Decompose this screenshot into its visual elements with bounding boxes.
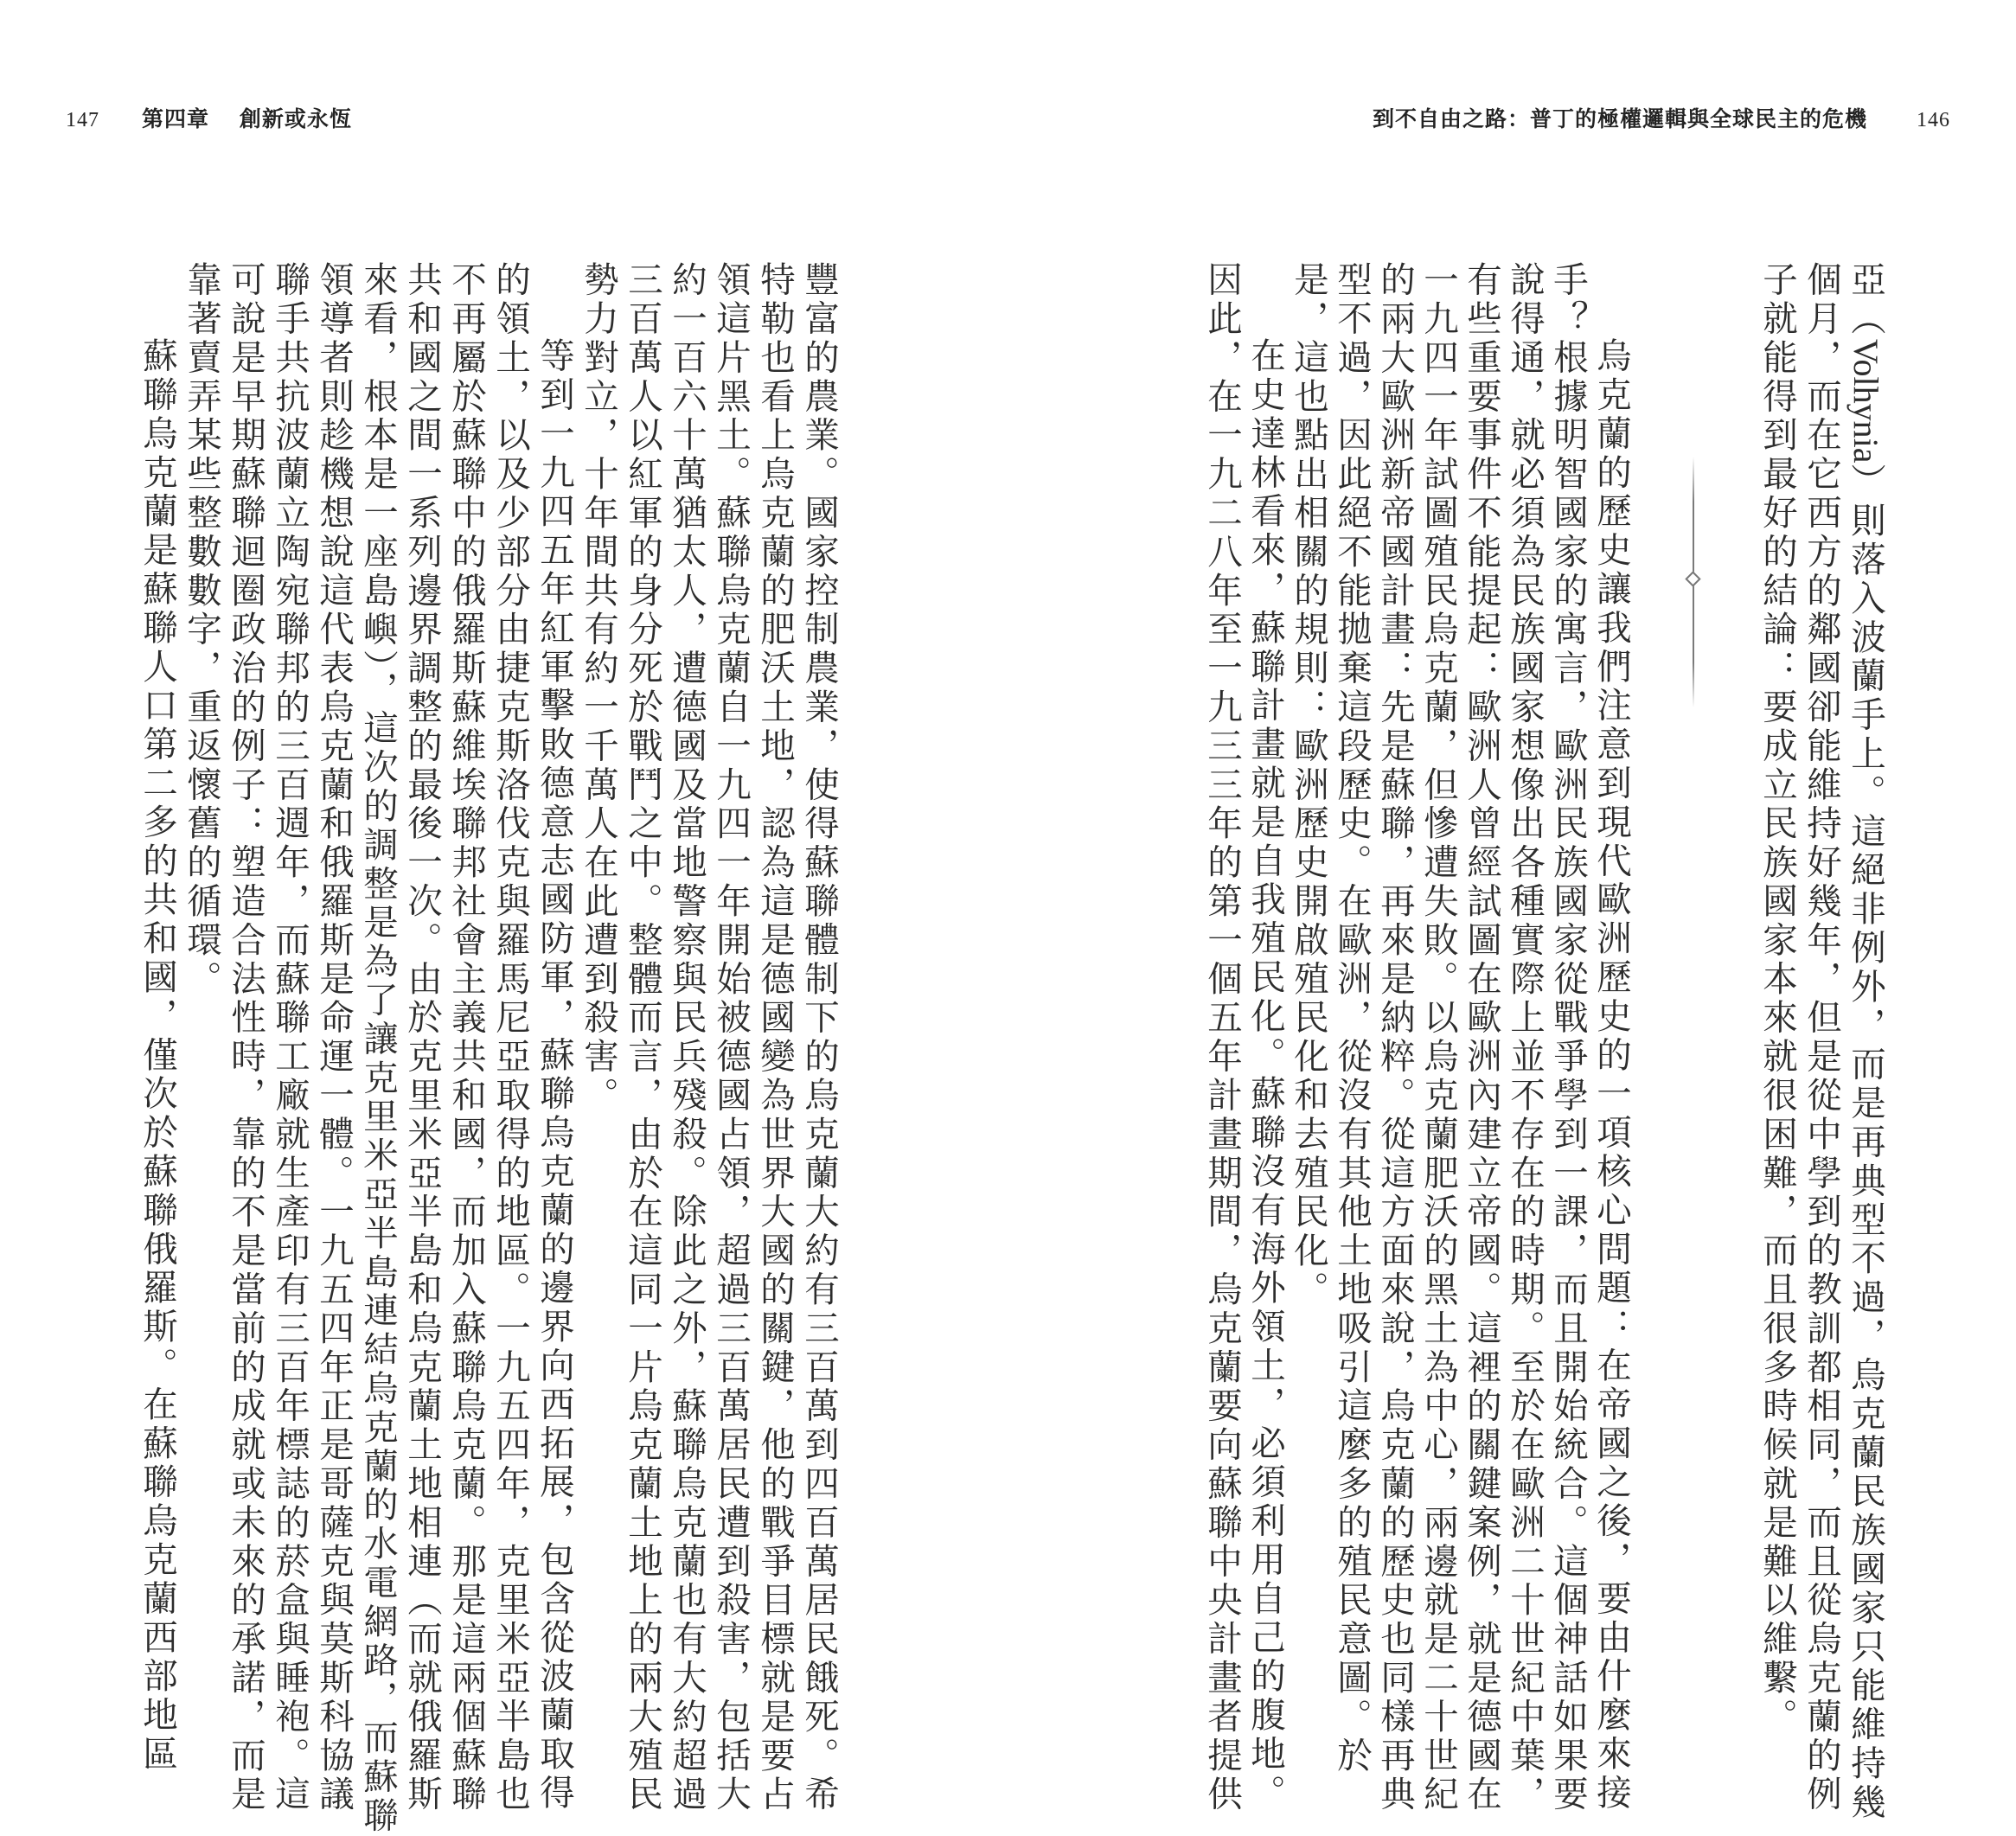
right-page-number: 146: [1917, 109, 1950, 131]
text-column: 說得通，就必須為民族國家想像出各種實際上並不存在的時期。至於在歐洲二十世紀中葉，: [1504, 261, 1546, 1814]
latin-term: Volhynia: [1846, 338, 1885, 464]
text-column: 等到一九四五年紅軍擊敗德意志國防軍，蘇聯烏克蘭的邊界向西拓展，包含從波蘭取得: [534, 337, 575, 1814]
text-column: 領這片黑土。蘇聯烏克蘭自一九四一年開始被德國占領，超過三百萬居民遭到殺害，包括大: [710, 261, 752, 1814]
text-column: 在史達林看來，蘇聯計畫就是自我殖民化。蘇聯沒有海外領土，必須利用自己的腹地。: [1245, 337, 1286, 1814]
text-column: 一九四一年試圖殖民烏克蘭，但慘遭失敗。以烏克蘭肥沃的黑土為中心，兩邊就是二十世紀: [1418, 261, 1459, 1814]
text-column: 是，這也點出相關的規則：歐洲歷史開啟殖民化和去殖民化。: [1288, 261, 1329, 1310]
right-running-head: [1373, 102, 1950, 133]
text-column: [1846, 261, 1885, 1822]
text-column: 有些重要事件不能提起：歐洲人曾經試圖在歐洲內建立帝國。這裡的關鍵案例，就是德國在: [1461, 261, 1502, 1814]
left-page-number: 147: [66, 109, 99, 131]
left-running-head: [66, 102, 352, 133]
text-column: 來看，根本是一座島嶼），這次的調整是為了讓克里米亞半島連結烏克蘭的水電網路，而蘇聯: [357, 261, 399, 1836]
text-column: 個月，而在它西方的鄰國卻能維持好幾年，但是從中學到的教訓都相同，而且從烏克蘭的例: [1801, 261, 1842, 1814]
text-fragment: 亞（: [1845, 261, 1886, 339]
chapter-title: 創新或永恆: [239, 106, 352, 131]
book-title: 到不自由之路：普丁的極權邏輯與全球民主的危機: [1373, 106, 1868, 131]
text-column: 領導者則趁機想說這代表烏克蘭和俄羅斯是命運一體。一九五四年正是哥薩克與莫斯科協議: [313, 261, 355, 1814]
text-fragment: ）則落入波蘭手上。這絕非例外，而是再典型不過，烏克蘭民族國家只能維持幾: [1845, 463, 1886, 1823]
text-column: 三百萬人以紅軍的身分死於戰鬥之中。整體而言，由於在這同一片烏克蘭土地上的兩大殖民: [622, 261, 663, 1814]
text-column: 蘇聯烏克蘭是蘇聯人口第二多的共和國，僅次於蘇聯俄羅斯。在蘇聯烏克蘭西部地區: [137, 337, 178, 1775]
text-column: 勢力對立，十年間共有約一千萬人在此遭到殺害。: [578, 261, 619, 1116]
text-column: 特勒也看上烏克蘭的肥沃土地，認為這是德國變為世界大國的關鍵，他的戰爭目標就是要占: [754, 261, 796, 1814]
text-column: 的領土，以及少部分由捷克斯洛伐克與羅馬尼亞取得的地區。一九五四年，克里米亞半島也: [490, 261, 531, 1814]
text-column: 手？根據明智國家的寓言，歐洲民族國家從戰爭學到一課，而且開始統合。這個神話如果要: [1547, 261, 1589, 1814]
chapter-label: 第四章: [141, 106, 209, 131]
text-column: 子就能得到最好的結論：要成立民族國家本來就很困難，而且很多時候就是難以維繫。: [1757, 261, 1798, 1737]
text-column: 豐富的農業。國家控制農業，使得蘇聯體制下的烏克蘭大約有三百萬到四百萬居民餓死。希: [798, 261, 840, 1814]
diamond-ornament-icon: [1685, 571, 1700, 586]
text-column: 烏克蘭的歷史讓我們注意到現代歐洲歷史的一項核心問題：在帝國之後，要由什麼來接: [1590, 337, 1632, 1814]
text-column: 約一百六十萬猶太人，遭德國及當地警察與民兵殘殺。除此之外，蘇聯烏克蘭也有大約超過: [666, 261, 707, 1814]
text-column: 的兩大歐洲新帝國計畫：先是蘇聯，再來是納粹。從這方面來說，烏克蘭的歷史也同樣再典: [1374, 261, 1416, 1814]
text-column: 共和國之間一系列邊界調整的最後一次。由於克里米亞半島和烏克蘭土地相連（而就俄羅斯: [401, 261, 443, 1814]
text-column: 靠著賣弄某些整數數字，重返懷舊的循環。: [181, 261, 222, 1000]
text-column: 可說是早期蘇聯迴圈政治的例子：塑造合法性時，靠的不是當前的成就或未來的承諾，而是: [225, 261, 266, 1814]
text-column: 型不過，因此絕不能拋棄這段歷史。在歐洲，從沒有其他土地吸引這麼多的殖民意圖。於: [1331, 261, 1373, 1776]
text-column: 聯手共抗波蘭立陶宛聯邦的三百週年，而蘇聯工廠就生產印有三百年標誌的菸盒與睡袍。這: [269, 261, 310, 1814]
text-column: 不再屬於蘇聯中的俄羅斯蘇維埃聯邦社會主義共和國，而加入蘇聯烏克蘭。那是這兩個蘇聯: [445, 261, 487, 1814]
text-column: 因此，在一九二八年至一九三三年的第一個五年計畫期間，烏克蘭要向蘇聯中央計畫者提供: [1201, 261, 1243, 1814]
